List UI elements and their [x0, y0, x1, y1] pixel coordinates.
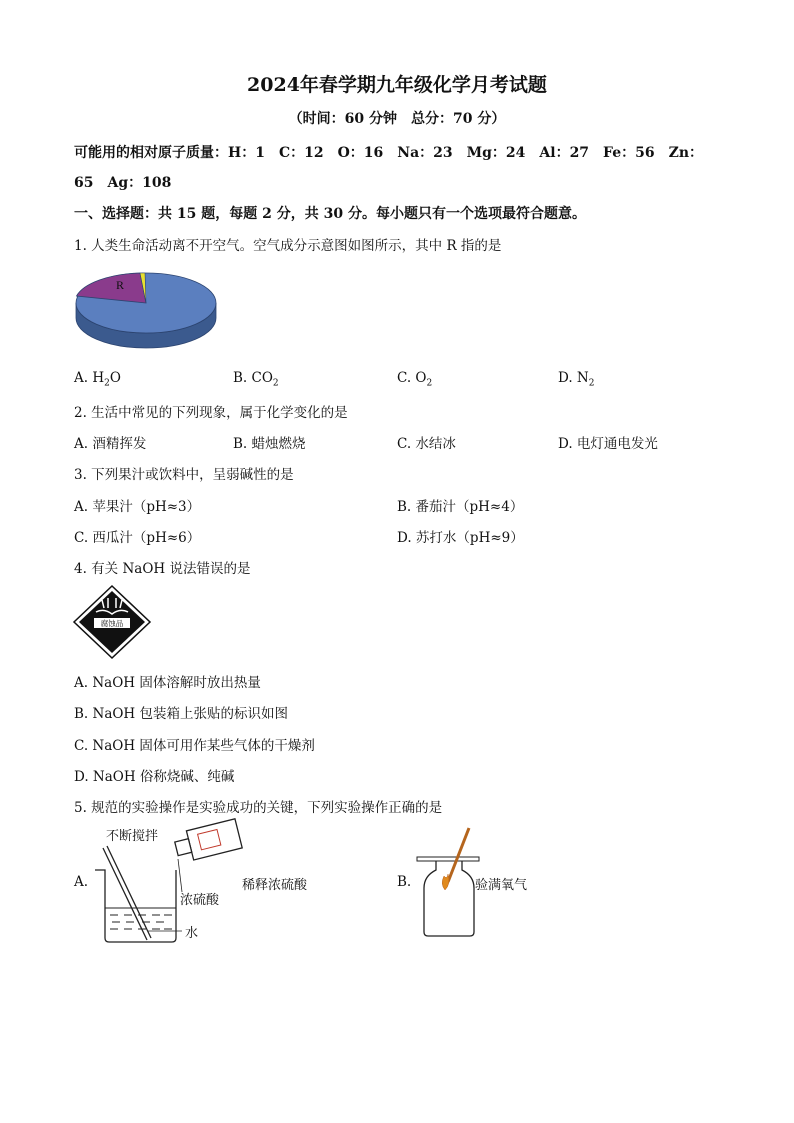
corrosive-sign	[72, 584, 152, 660]
page-title: 2024年春学期九年级化学月考试题	[247, 74, 547, 96]
question-1-stem: 1. 人类生命活动离不开空气。空气成分示意图如图所示，其中 R 指的是	[74, 238, 502, 254]
q3-option-c: C. 西瓜汁（pH≈6）	[74, 530, 201, 546]
q2-option-c: C. 水结冰	[397, 436, 456, 452]
q5-option-a-caption: 稀释浓硫酸	[242, 878, 308, 893]
label-water: 水	[185, 926, 199, 941]
label-stir: 不断搅拌	[106, 829, 159, 844]
q3-option-b: B. 番茄汁（pH≈4）	[397, 499, 524, 515]
glass-rod	[103, 848, 147, 940]
wooden-splint	[448, 828, 469, 882]
q4-option-d: D. NaOH 俗称烧碱、纯碱	[74, 769, 235, 785]
question-3-stem: 3. 下列果汁或饮料中，呈弱碱性的是	[74, 467, 294, 483]
q5-option-b-caption: 验满氧气	[475, 878, 528, 893]
question-4-stem: 4. 有关 NaOH 说法错误的是	[74, 561, 251, 577]
atomic-mass-line-1: 可能用的相对原子质量：H：1 C：12 O：16 Na：23 Mg：24 Al：27 Fe：56 Zn：	[74, 145, 704, 161]
q3-option-d: D. 苏打水（pH≈9）	[397, 530, 524, 546]
q1-option-c: C. $O_2$	[397, 370, 433, 389]
air-composition-pie-chart	[72, 262, 220, 356]
glass-plate	[417, 857, 479, 861]
q5-option-b-letter: B.	[397, 874, 412, 890]
oxygen-test-diagram	[414, 824, 484, 942]
reagent-bottle	[173, 819, 242, 864]
atomic-mass-line-2: 65 Ag：108	[74, 175, 172, 191]
flame-icon	[442, 874, 449, 890]
q5-option-a-letter: A.	[74, 874, 89, 890]
question-5-stem: 5. 规范的实验操作是实验成功的关键，下列实验操作正确的是	[74, 800, 443, 816]
q2-option-d: D. 电灯通电发光	[558, 436, 658, 452]
q3-option-a: A. 苹果汁（pH≈3）	[74, 499, 201, 515]
question-2-stem: 2. 生活中常见的下列现象，属于化学变化的是	[74, 405, 348, 421]
label-acid: 浓硫酸	[180, 893, 220, 908]
q4-option-b: B. NaOH 包装箱上张贴的标识如图	[74, 706, 288, 722]
gas-bottle	[424, 861, 474, 936]
sign-text: 腐蚀品	[100, 619, 124, 628]
pie-label-r: R	[116, 278, 125, 292]
exam-info: （时间：60 分钟 总分：70 分）	[288, 111, 506, 127]
q4-option-c: C. NaOH 固体可用作某些气体的干燥剂	[74, 738, 315, 754]
q4-option-a: A. NaOH 固体溶解时放出热量	[74, 675, 261, 691]
q1-option-a: A. $H_2O$	[74, 370, 121, 389]
q2-option-a: A. 酒精挥发	[74, 436, 147, 452]
section-heading: 一、选择题：共 15 题，每题 2 分，共 30 分。每小题只有一个选项最符合题意。	[74, 206, 586, 222]
q1-option-b: B. $CO_2$	[233, 370, 279, 389]
q2-option-b: B. 蜡烛燃烧	[233, 436, 306, 452]
q1-option-d: D. $N_2$	[558, 370, 595, 389]
